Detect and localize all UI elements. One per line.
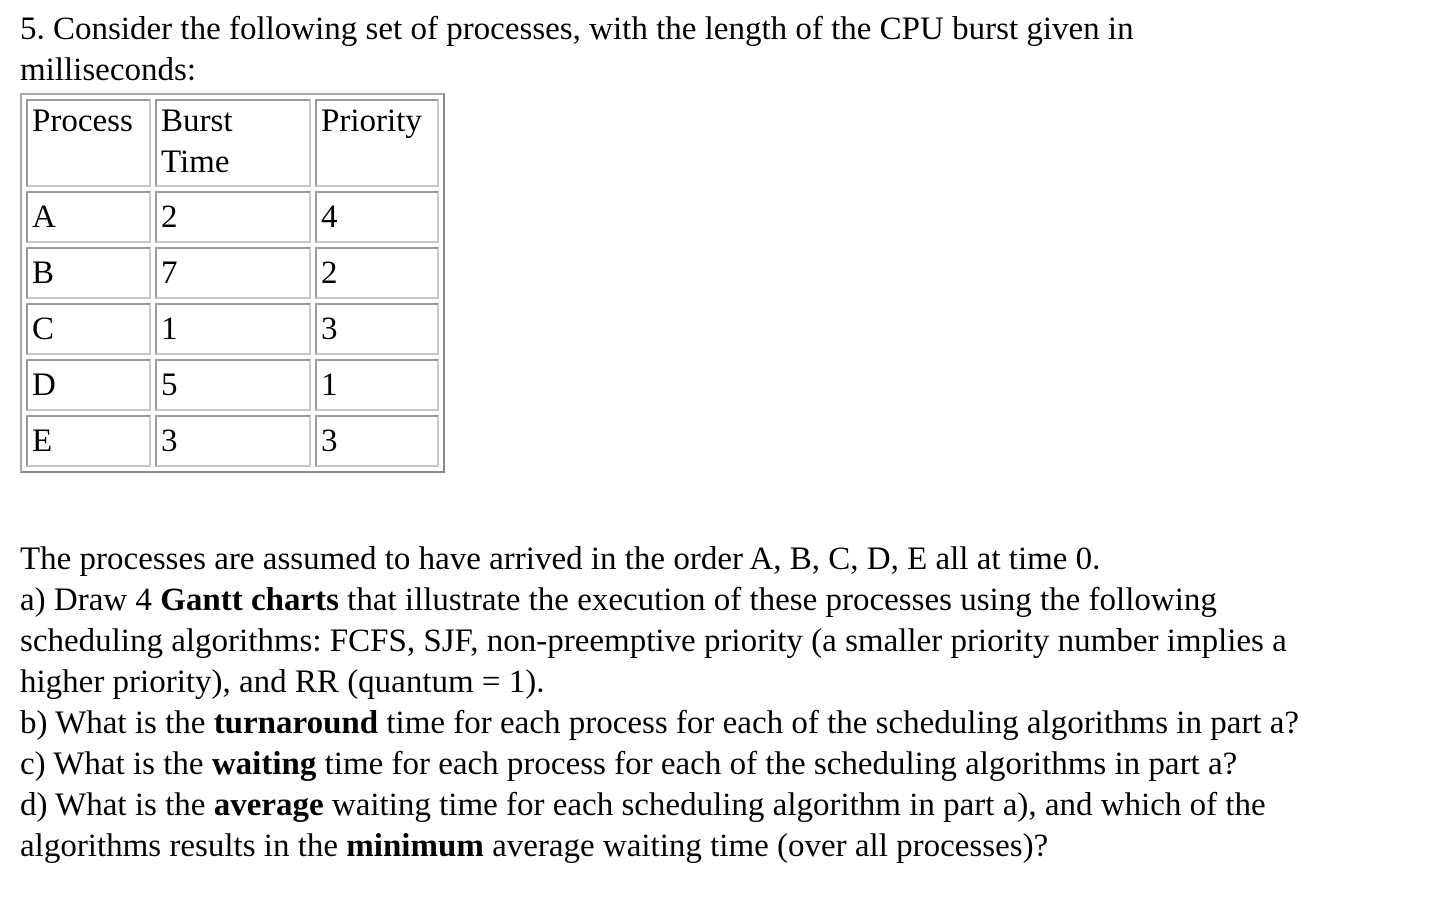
header-priority: Priority: [315, 99, 439, 187]
cell-priority: 2: [315, 247, 439, 299]
cell-process: A: [26, 191, 151, 243]
cell-priority: 3: [315, 415, 439, 467]
intro-line-1: 5. Consider the following set of processes, with the length of the CPU burst given in: [20, 11, 1134, 47]
gantt-charts-emphasis: Gantt charts: [160, 582, 339, 618]
question-a-line-2: scheduling algorithms: FCFS, SJF, non-preemptive priority (a smaller priority number implies a: [20, 623, 1287, 659]
question-c: c) What is the waiting time for each process for each of the scheduling algorithms in part a?: [20, 746, 1238, 782]
table-row: [26, 303, 439, 355]
arrival-statement: The processes are assumed to have arrived in the order A, B, C, D, E all at time 0.: [20, 541, 1101, 577]
question-d-line-2: algorithms results in the minimum average waiting time (over all processes)?: [20, 828, 1049, 864]
table-row: [26, 359, 439, 411]
process-table: [20, 93, 445, 473]
table-header-row: [26, 99, 439, 187]
table-row: [26, 415, 439, 467]
header-process: Process: [26, 99, 151, 187]
cell-priority: 1: [315, 359, 439, 411]
cell-process: B: [26, 247, 151, 299]
cell-burst: 5: [155, 359, 311, 411]
question-a-line-3: higher priority), and RR (quantum = 1).: [20, 664, 545, 700]
cell-burst: 7: [155, 247, 311, 299]
question-a: a) Draw 4 Gantt charts that illustrate the execution of these processes using the following: [20, 582, 1217, 618]
questions-block: [20, 539, 1435, 867]
cell-burst: 1: [155, 303, 311, 355]
cell-process: D: [26, 359, 151, 411]
problem-intro: [20, 9, 1420, 91]
cell-process: C: [26, 303, 151, 355]
header-burst-time: Burst Time: [155, 99, 311, 187]
question-b: b) What is the turnaround time for each process for each of the scheduling algorithms in part a?: [20, 705, 1300, 741]
cell-process: E: [26, 415, 151, 467]
turnaround-emphasis: turnaround: [213, 705, 379, 741]
table-row: [26, 191, 439, 243]
waiting-emphasis: waiting: [211, 746, 317, 782]
cell-burst: 3: [155, 415, 311, 467]
table-row: [26, 247, 439, 299]
minimum-emphasis: minimum: [346, 828, 484, 864]
cell-priority: 3: [315, 303, 439, 355]
cell-priority: 4: [315, 191, 439, 243]
intro-line-2: milliseconds:: [20, 52, 196, 88]
average-emphasis: average: [213, 787, 324, 823]
cell-burst: 2: [155, 191, 311, 243]
question-d: d) What is the average waiting time for each scheduling algorithm in part a), and which of the: [20, 787, 1266, 823]
